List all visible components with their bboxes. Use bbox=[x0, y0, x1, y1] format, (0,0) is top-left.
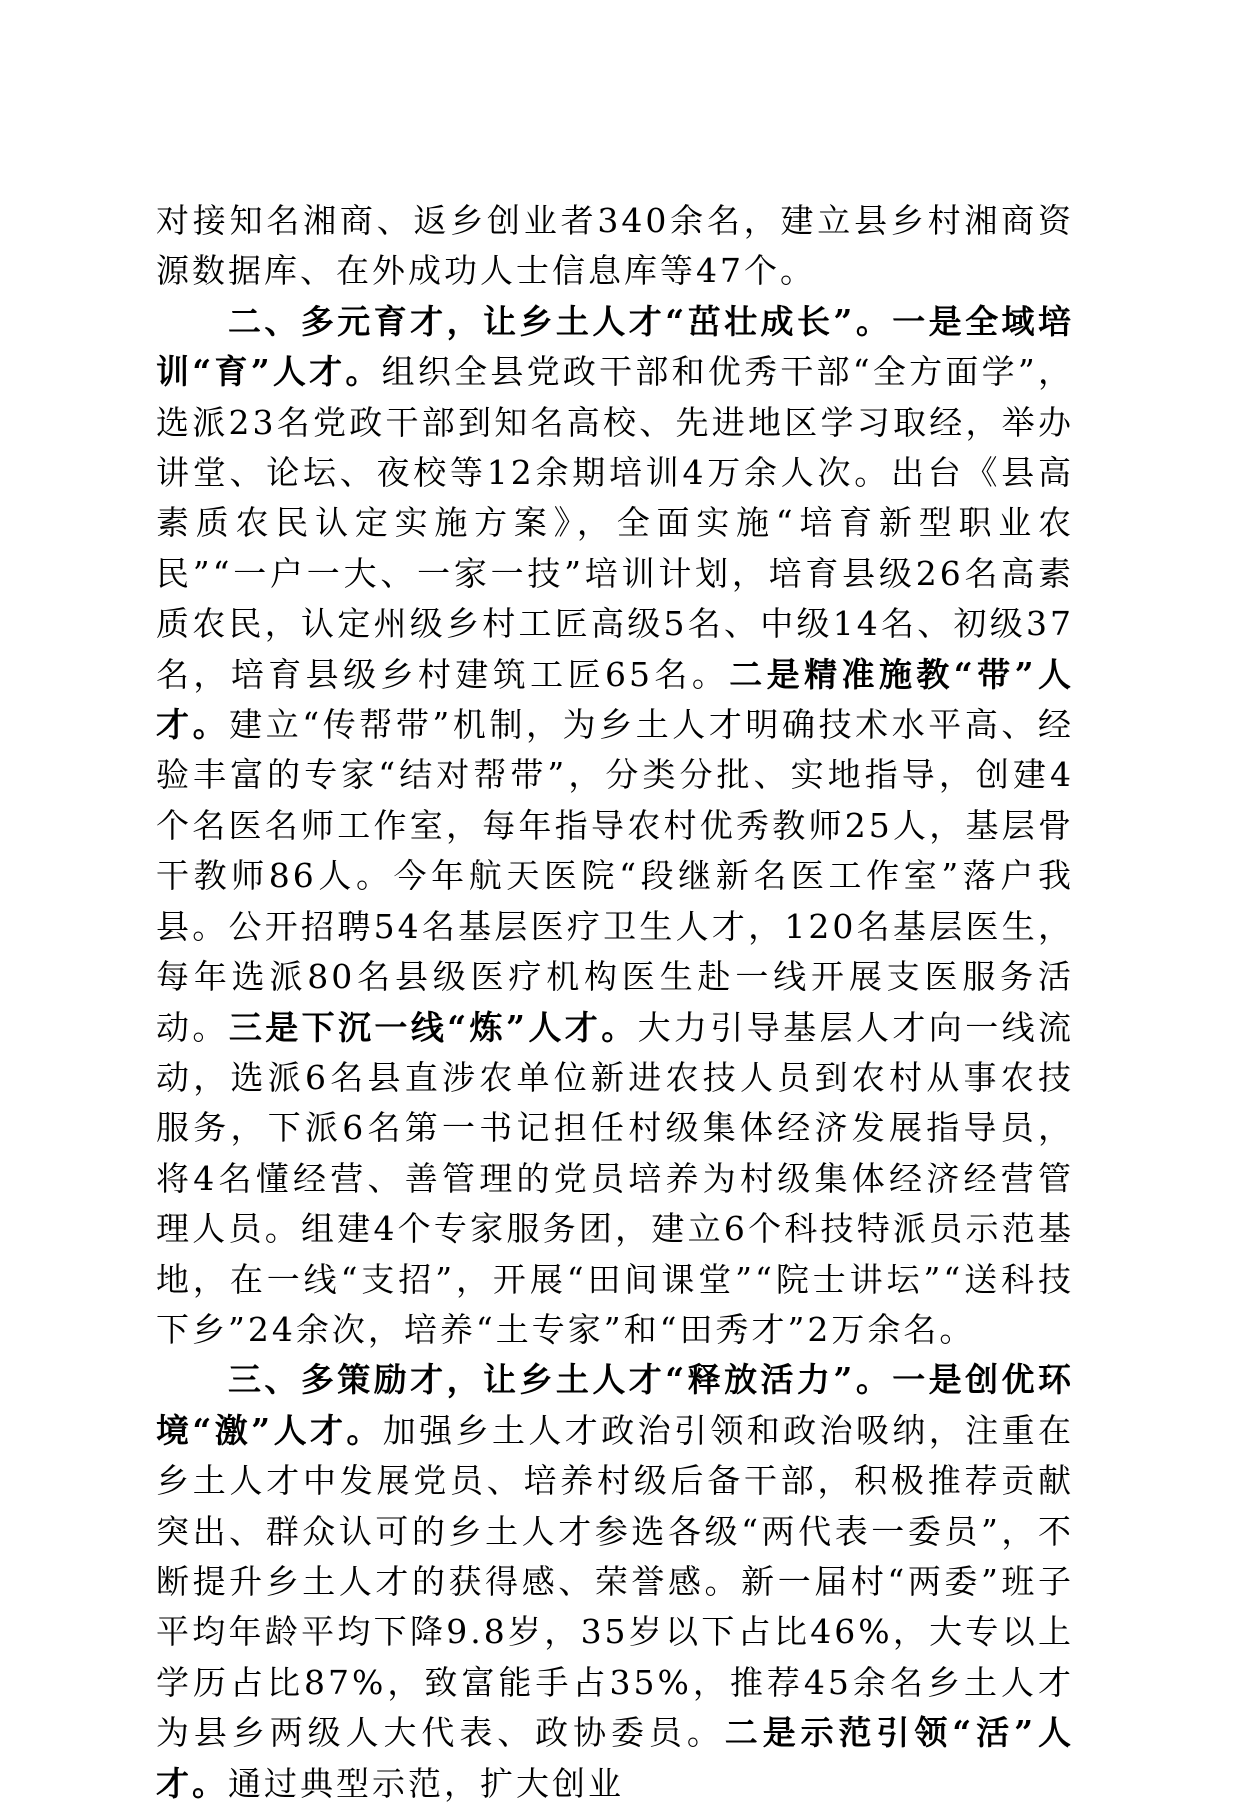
text-run: 大力引导基层人才向一线流动，选派6名县直涉农单位新进农技人员到农村从事农技服务，下派6名第一书记担任村级集体经济发展指导员，将4名懂经营、善管理的党员培养为村级集体经济经营管理人员。组建4个专家服务团，建立6个科技特派员示范基地，在一线“支招”，开展“田间课堂”“院士讲坛”“送科技下乡”24余次，培养“土专家”和“田秀才”2万余名。 bbox=[156, 1007, 1075, 1349]
text-run: 建立“传帮带”机制，为乡土人才明确技术水平高、经验丰富的专家“结对帮带”，分类分批、实地指导，创建4个名医名师工作室，每年指导农村优秀教师25人，基层骨干教师86人。今年航天医院“段继新名医工作室”落户我县。公开招聘54名基层医疗卫生人才，120名基层医生，每年选派80名县级医疗机构医生赴一线开展支医服务活动。 bbox=[156, 705, 1074, 1047]
subheading-run: 二是精准施教“带”人才。 bbox=[156, 654, 1074, 745]
paragraph-1 bbox=[156, 196, 1074, 297]
paragraph-3 bbox=[156, 1355, 1074, 1809]
text-run: 通过典型示范，扩大创业 bbox=[228, 1763, 624, 1803]
document-page bbox=[156, 196, 1074, 1809]
paragraph-2 bbox=[156, 297, 1074, 1356]
heading-run: 二、多元育才，让乡土人才“茁壮成长”。一是全域培训“育”人才。 bbox=[156, 301, 1074, 392]
text-run: 加强乡土人才政治引领和政治吸纳，注重在乡土人才中发展党员、培养村级后备干部，积极推荐贡献突出、群众认可的乡土人才参选各级“两代表一委员”，不断提升乡土人才的获得感、荣誉感。新一届村“两委”班子平均年龄平均下降9.8岁，35岁以下占比46%，大专以上学历占比87%，致富能手占35%，推荐45余名乡土人才为县乡两级人大代表、政协委员。 bbox=[156, 1410, 1075, 1753]
heading-run: 三、多策励才，让乡土人才“释放活力”。一是创优环境“激”人才。 bbox=[156, 1360, 1074, 1450]
subheading-run: 二是示范引领“活”人才。 bbox=[156, 1713, 1075, 1803]
text-run: 对接知名湘商、返乡创业者340余名，建立县乡村湘商资源数据库、在外成功人士信息库等47个。 bbox=[156, 201, 1074, 291]
subheading-run: 三是下沉一线“炼”人才。 bbox=[228, 1007, 638, 1047]
text-run: 组织全县党政干部和优秀干部“全方面学”，选派23名党政干部到知名高校、先进地区学习取经，举办讲堂、论坛、夜校等12余期培训4万余人次。出台《县高素质农民认定实施方案》，全面实施“培育新型职业农民”“一户一大、一家一技”培训计划，培育县级26名高素质农民，认定州级乡村工匠高级5名、中级14名、初级37名，培育县级乡村建筑工匠65名。 bbox=[156, 352, 1074, 694]
